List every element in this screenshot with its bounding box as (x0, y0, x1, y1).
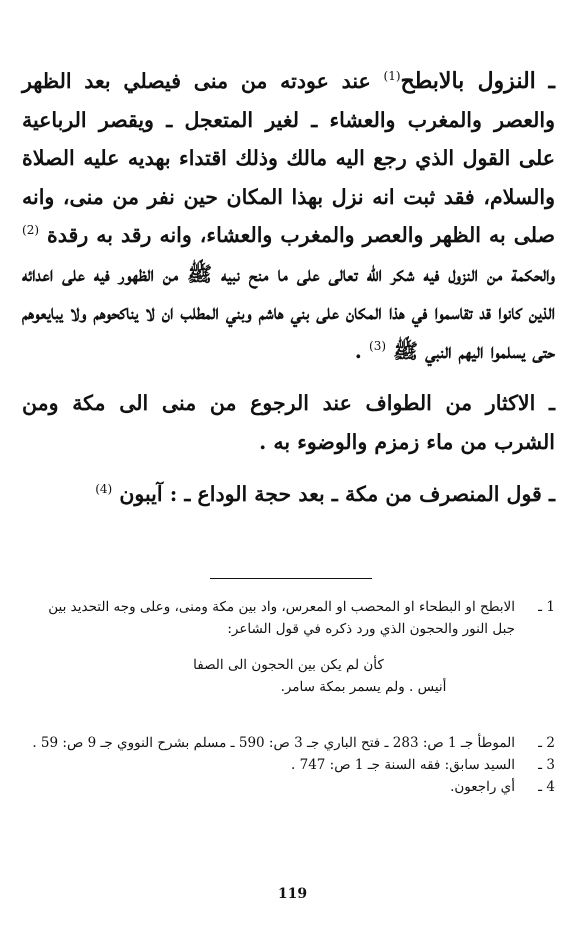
footnote-ref-4: (4) (95, 482, 113, 497)
poem-line-1: كأن لم يكن بين الحجون الى الصفا (193, 657, 384, 673)
footnotes (22, 596, 555, 798)
footnote-text: أي راجعون. (450, 779, 515, 795)
paragraph-tawaf: ـ الاكثار من الطواف عند الرجوع من منى الى مكة ومن الشرب من ماء زمزم والوضوء به . (22, 391, 555, 454)
section-heading: النزول بالابطح (400, 68, 536, 94)
footnote-text: السيد سابق: فقه السنة جـ 1 ص: 747 . (291, 757, 515, 773)
footnote-ref-2: (2) (22, 223, 40, 238)
paragraph-abtah (22, 62, 555, 370)
footnote-text: الابطح او البطحاء او المحصب او المعرس، واد بين مكة ومنى، وعلى وجه التحديد بين جبل النور والحجون الذي ورد ذكره في قول الشاعر: (48, 599, 515, 637)
footnote-2 (22, 732, 555, 754)
paragraph-end: . (354, 338, 362, 363)
footnote-number: 3 ـ (538, 757, 555, 773)
footnote-number: 1 ـ (538, 599, 555, 615)
footnote-4 (22, 776, 555, 798)
footnote-ref-3: (3) (369, 338, 387, 353)
paragraph-ayibun (22, 475, 555, 514)
paragraph-text-2: والحكمة من النزول فيه شكر الله تعالى على ما منح نبيه ﷺ من الظهور فيه على اعدائه الذين كانوا قد تقاسموا في هذا المكان على بني هاشم وبني المطلب ان لا يناكحوهم ولا يبايعوهم حتى يسلموا اليهم النبي ﷺ (22, 261, 555, 363)
poem-line-2: أنيس . ولم يسمر بمكة سامر. (280, 679, 447, 695)
poem-verse (22, 646, 555, 698)
paragraph-text: ـ قول المنصرف من مكة ـ بعد حجة الوداع ـ : آيبون (119, 482, 555, 506)
footnote-1 (22, 596, 555, 640)
footnote-divider (210, 578, 372, 579)
footnote-text: الموطأ جـ 1 ص: 283 ـ فتح الباري جـ 3 ص: 590 ـ مسلم بشرح النووي جـ 9 ص: 59 . (32, 735, 515, 751)
section-dash: ـ (548, 68, 555, 94)
footnote-3 (22, 754, 555, 776)
paragraph-text: عند عودته من منى فيصلي بعد الظهر والعصر والمغرب والعشاء ـ لغير المتعجل ـ ويقصر الرباعية على القول الذي رجع اليه مالك وذلك اقتداء بهديه عليه الصلاة والسلام، فقد ثبت انه نزل بهذا المكان حين نفر من منى، وانه صلى به الظهر والعصر والمغرب والعشاء، وانه رقد به رقدة (22, 69, 555, 247)
footnote-number: 4 ـ (538, 779, 555, 795)
page-number: 119 (277, 886, 308, 902)
main-text (22, 62, 555, 514)
footnote-number: 2 ـ (538, 735, 555, 751)
footnote-ref-1: (1) (383, 69, 401, 84)
